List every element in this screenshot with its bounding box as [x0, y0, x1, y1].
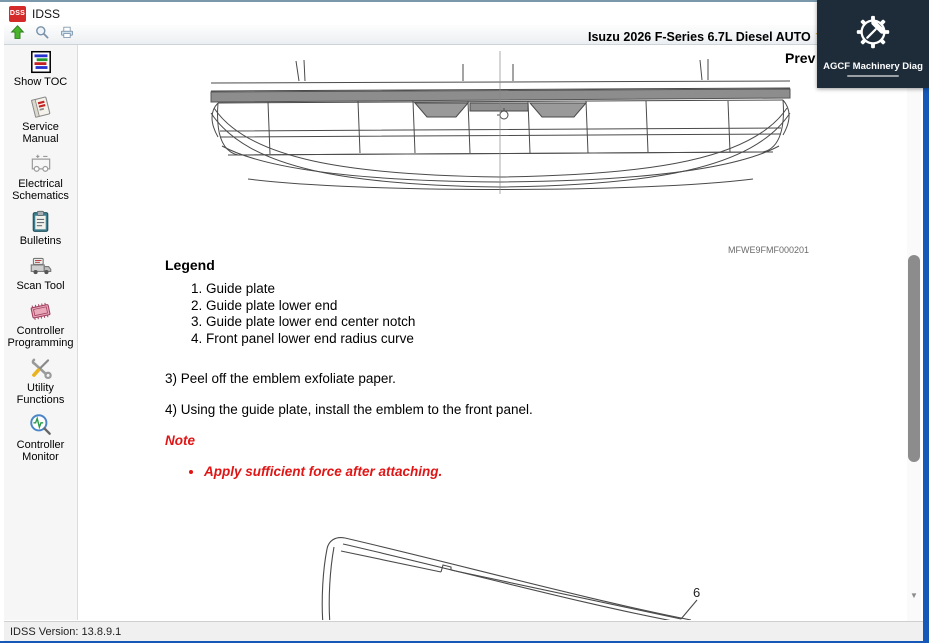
sidebar-item-label: Controller Monitor	[16, 439, 65, 463]
sidebar-item-electrical-schematics[interactable]	[4, 151, 78, 202]
sidebar-item-show-toc[interactable]	[4, 49, 78, 88]
sidebar-item-label: Controller Programming	[7, 325, 74, 349]
home-up-icon	[9, 24, 26, 46]
sidebar-item-utility-functions[interactable]	[4, 355, 78, 406]
note-item: • Apply sufficient force after attaching.	[204, 464, 442, 479]
vertical-scrollbar[interactable]	[907, 45, 921, 622]
print-button[interactable]	[58, 26, 76, 44]
electrical-schematics-icon	[27, 151, 54, 177]
step-4-text: 4) Using the guide plate, install the emblem to the front panel.	[165, 402, 533, 417]
note-list	[190, 464, 442, 479]
legend-heading: Legend	[165, 257, 215, 273]
version-text: IDSS Version: 13.8.9.1	[10, 625, 122, 638]
home-up-button[interactable]	[8, 26, 26, 44]
scrollbar-thumb[interactable]	[908, 255, 920, 462]
legend-list	[186, 281, 415, 347]
sidebar-item-label: Bulletins	[19, 235, 62, 247]
title-bar	[4, 2, 929, 25]
sidebar-item-scan-tool[interactable]	[4, 253, 78, 292]
legend-item: 2. Guide plate lower end	[206, 298, 415, 315]
document-viewer	[78, 45, 906, 620]
toc-icon	[27, 49, 54, 75]
brand-tagline-bar	[847, 75, 899, 77]
figure-guide-plate-corner	[293, 517, 708, 620]
sidebar-item-label: Scan Tool	[16, 280, 65, 292]
gear-hammer-icon	[852, 11, 894, 58]
sidebar-item-label: Utility Functions	[16, 382, 65, 406]
scan-tool-icon	[27, 253, 54, 279]
bulletins-icon	[27, 208, 54, 234]
window-top-border	[0, 0, 929, 2]
legend-item: 4. Front panel lower end radius curve	[206, 331, 415, 348]
figure-caption: MFWE9FMF000201	[728, 245, 810, 255]
search-button[interactable]	[33, 26, 51, 44]
sidebar-item-label: Electrical Schematics	[12, 178, 69, 202]
sidebar-item-service-manual[interactable]	[4, 94, 78, 145]
sidebar	[4, 45, 78, 620]
figure-front-grille	[208, 51, 793, 196]
app-title: IDSS	[32, 6, 61, 21]
vehicle-title: Isuzu 2026 F-Series 6.7L Diesel AUTO	[588, 30, 811, 44]
search-icon	[34, 24, 50, 45]
sidebar-item-controller-monitor[interactable]	[4, 412, 78, 463]
sidebar-item-label: Service Manual	[22, 121, 59, 145]
sidebar-item-label: Show TOC	[13, 76, 68, 88]
sidebar-item-bulletins[interactable]	[4, 208, 78, 247]
legend-item: 3. Guide plate lower end center notch	[206, 314, 415, 331]
brand-name: AGCF Machinery Diag	[823, 61, 923, 72]
print-icon	[59, 24, 75, 45]
service-manual-icon	[27, 94, 54, 120]
utility-functions-icon	[27, 355, 54, 381]
prev-page-link[interactable]: Prev	[785, 50, 816, 66]
status-bar	[4, 621, 929, 641]
idss-logo-icon: DSS	[9, 6, 26, 22]
sidebar-item-controller-programming[interactable]	[4, 298, 78, 349]
controller-monitor-icon	[27, 412, 54, 438]
controller-programming-icon	[27, 298, 54, 324]
vehicle-header	[588, 27, 832, 47]
step-3-text: 3) Peel off the emblem exfoliate paper.	[165, 371, 396, 386]
scroll-down-icon[interactable]: ▼	[910, 591, 918, 600]
figure2-callout-6: 6	[693, 585, 701, 600]
note-heading: Note	[165, 433, 195, 448]
legend-item: 1. Guide plate	[206, 281, 415, 298]
agcf-brand-overlay	[817, 0, 929, 88]
window-right-border	[923, 0, 929, 643]
